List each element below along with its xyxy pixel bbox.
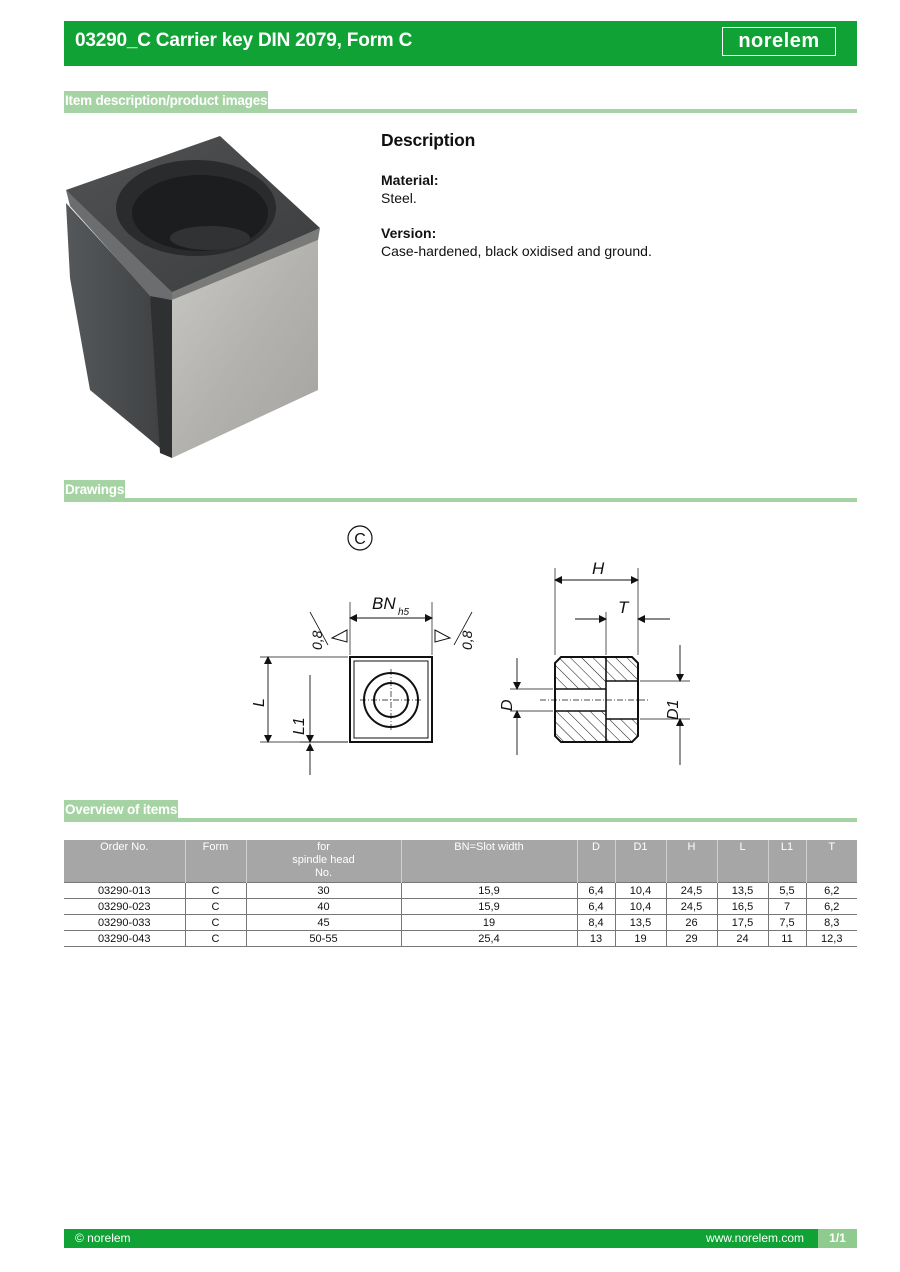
description-title: Description bbox=[381, 130, 476, 150]
table-row bbox=[64, 899, 857, 915]
technical-drawing bbox=[240, 520, 700, 785]
items-table bbox=[64, 840, 857, 947]
t-label: T bbox=[618, 598, 629, 617]
cell-d1: 13,5 bbox=[615, 915, 666, 931]
cell-spindle: 30 bbox=[246, 883, 401, 899]
cell-l1: 11 bbox=[768, 931, 806, 947]
cell-d: 6,4 bbox=[577, 899, 615, 915]
table-row bbox=[64, 915, 857, 931]
side-view bbox=[499, 559, 690, 765]
cell-d: 8,4 bbox=[577, 915, 615, 931]
header-order-no: Order No. bbox=[64, 840, 185, 883]
cell-h: 29 bbox=[666, 931, 717, 947]
cell-form: C bbox=[185, 883, 246, 899]
cell-h: 24,5 bbox=[666, 883, 717, 899]
header-l: L bbox=[717, 840, 768, 883]
chamfer-label-left: 0,8 bbox=[309, 630, 325, 650]
chamfer-label-right: 0,8 bbox=[459, 630, 475, 650]
footer-website-link[interactable]: www.norelem.com bbox=[705, 1231, 804, 1245]
header-form: Form bbox=[185, 840, 246, 883]
cell-order-no[interactable]: 03290-033 bbox=[64, 915, 185, 931]
cell-order-no[interactable]: 03290-023 bbox=[64, 899, 185, 915]
cell-bn: 15,9 bbox=[401, 899, 577, 915]
cell-l: 17,5 bbox=[717, 915, 768, 931]
version-label: Version: bbox=[381, 225, 437, 241]
table-header-row bbox=[64, 840, 857, 883]
section-label-item-description: Item description/product images bbox=[64, 91, 268, 111]
cell-bn: 25,4 bbox=[401, 931, 577, 947]
cell-d1: 10,4 bbox=[615, 883, 666, 899]
header-d: D bbox=[577, 840, 615, 883]
cell-l1: 7,5 bbox=[768, 915, 806, 931]
bn-label: BN bbox=[372, 594, 396, 613]
cell-t: 8,3 bbox=[806, 915, 857, 931]
cell-d1: 19 bbox=[615, 931, 666, 947]
cell-spindle: 45 bbox=[246, 915, 401, 931]
header-spindle-head bbox=[246, 840, 401, 883]
cell-order-no[interactable]: 03290-013 bbox=[64, 883, 185, 899]
bn-tolerance-label: h5 bbox=[398, 607, 410, 618]
header-spindle-line1: for bbox=[317, 841, 330, 853]
material-value: Steel. bbox=[381, 190, 417, 206]
header-bn: BN=Slot width bbox=[401, 840, 577, 883]
front-view bbox=[251, 594, 475, 775]
cell-t: 6,2 bbox=[806, 899, 857, 915]
section-rule bbox=[64, 818, 857, 822]
cell-h: 24,5 bbox=[666, 899, 717, 915]
cell-l: 24 bbox=[717, 931, 768, 947]
cell-form: C bbox=[185, 899, 246, 915]
l1-label: L1 bbox=[291, 717, 308, 735]
section-label-drawings: Drawings bbox=[64, 480, 125, 500]
cell-h: 26 bbox=[666, 915, 717, 931]
cell-l1: 5,5 bbox=[768, 883, 806, 899]
header-l1: L1 bbox=[768, 840, 806, 883]
table-row bbox=[64, 883, 857, 899]
product-photo bbox=[60, 128, 330, 463]
footer-page-number: 1/1 bbox=[818, 1229, 857, 1248]
norelem-logo[interactable]: norelem bbox=[722, 27, 836, 56]
cell-t: 12,3 bbox=[806, 931, 857, 947]
section-rule bbox=[64, 109, 857, 113]
form-marker-text: C bbox=[354, 531, 366, 548]
d1-label: D1 bbox=[665, 699, 682, 720]
cell-bn: 15,9 bbox=[401, 883, 577, 899]
section-label-overview: Overview of items bbox=[64, 800, 178, 820]
header-spindle-line3: No. bbox=[314, 867, 333, 879]
cell-order-no[interactable]: 03290-043 bbox=[64, 931, 185, 947]
material-label: Material: bbox=[381, 172, 439, 188]
cell-spindle: 40 bbox=[246, 899, 401, 915]
l-label: L bbox=[251, 698, 268, 707]
footer-copyright: © norelem bbox=[75, 1231, 131, 1245]
description-block bbox=[381, 130, 851, 277]
header-h: H bbox=[666, 840, 717, 883]
d-label: D bbox=[499, 699, 516, 711]
cell-bn: 19 bbox=[401, 915, 577, 931]
header-bar bbox=[64, 21, 857, 66]
cell-l1: 7 bbox=[768, 899, 806, 915]
header-d1: D1 bbox=[615, 840, 666, 883]
version-value: Case-hardened, black oxidised and ground. bbox=[381, 243, 652, 259]
cell-form: C bbox=[185, 931, 246, 947]
header-spindle-line2: spindle head bbox=[292, 854, 355, 866]
section-rule bbox=[64, 498, 857, 502]
header-t: T bbox=[806, 840, 857, 883]
cell-l: 13,5 bbox=[717, 883, 768, 899]
cell-d1: 10,4 bbox=[615, 899, 666, 915]
cell-spindle: 50-55 bbox=[246, 931, 401, 947]
footer-bar bbox=[64, 1229, 857, 1248]
form-c-marker bbox=[348, 526, 372, 550]
h-label: H bbox=[592, 559, 605, 578]
cell-d: 6,4 bbox=[577, 883, 615, 899]
table-row bbox=[64, 931, 857, 947]
page-title: 03290_C Carrier key DIN 2079, Form C bbox=[75, 30, 413, 51]
cell-d: 13 bbox=[577, 931, 615, 947]
cell-t: 6,2 bbox=[806, 883, 857, 899]
cell-form: C bbox=[185, 915, 246, 931]
cell-l: 16,5 bbox=[717, 899, 768, 915]
